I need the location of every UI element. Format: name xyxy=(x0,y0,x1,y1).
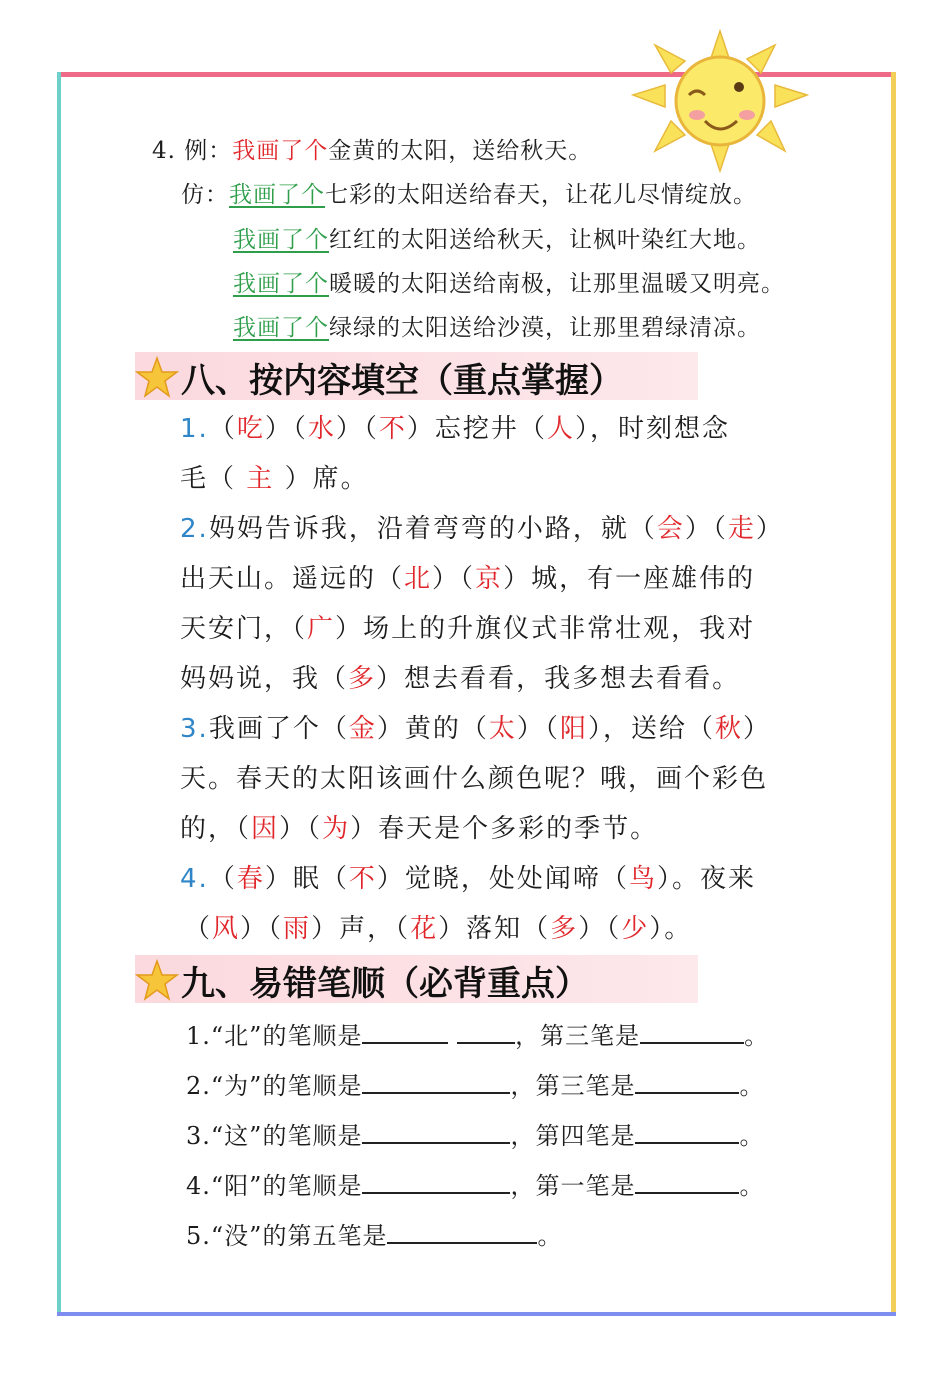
imitation-label: 仿： xyxy=(181,182,229,208)
answer-blank[interactable] xyxy=(640,1020,744,1044)
answer-blank[interactable] xyxy=(457,1020,515,1044)
answer: 走 xyxy=(727,514,756,544)
answer-blank[interactable] xyxy=(362,1170,510,1194)
answer: 秋 xyxy=(715,714,744,744)
section8-title: 八、按内容填空（重点掌握） xyxy=(181,361,623,401)
fill-question-3-cont xyxy=(180,758,768,795)
question-text: 城，有一座雄伟的 xyxy=(531,564,756,594)
question-char: “北” xyxy=(210,1022,263,1050)
imitation-line-3 xyxy=(233,265,785,298)
fill-question-4-cont: （风）（雨）声，（花）落知（多）（少）。 xyxy=(184,914,693,944)
question-text: 春天是个多彩的季节。 xyxy=(378,814,659,844)
answer: 会 xyxy=(656,514,685,544)
example-line xyxy=(152,132,592,165)
question-number: 5. xyxy=(186,1222,211,1250)
imitation-highlight: 我画了个 xyxy=(233,271,329,297)
answer-blank[interactable] xyxy=(387,1220,537,1244)
imitation-text: 暖暖的太阳送给南极，让那里温暖又明亮。 xyxy=(329,271,785,297)
fill-question-2-cont: 出天山。遥远的（北）（京）城，有一座雄伟的 xyxy=(180,564,756,594)
answer: 京 xyxy=(475,564,504,594)
imitation-text: 红红的太阳送给秋天，让枫叶染红大地。 xyxy=(329,227,761,253)
star-icon xyxy=(135,356,179,398)
imitation-line-2 xyxy=(233,221,761,254)
question-number: 3. xyxy=(186,1122,211,1150)
fill-question-1: 1.（吃）（水）（不）忘挖井（人），时刻想念 xyxy=(180,414,730,444)
question-number: 1. xyxy=(186,1022,211,1050)
answer-blank[interactable] xyxy=(635,1170,739,1194)
question-text: 的， xyxy=(180,814,237,844)
answer-blank[interactable] xyxy=(635,1120,739,1144)
fill-question-1-cont xyxy=(180,458,369,495)
answer: 人 xyxy=(546,414,575,444)
question-char: “没” xyxy=(210,1222,263,1250)
stroke-question-3 xyxy=(186,1116,764,1151)
answer: 雨 xyxy=(283,914,312,944)
question-char: “阳” xyxy=(210,1172,263,1200)
fill-question-4: 4.（春）眠（不）觉晓，处处闻啼（鸟）。夜来 xyxy=(180,864,756,894)
answer: 阳 xyxy=(559,714,588,744)
question-text: 妈妈说，我 xyxy=(180,664,321,694)
question-text: 的笔顺是 xyxy=(262,1072,363,1100)
answer-blank[interactable] xyxy=(635,1070,739,1094)
frame-bottom-border xyxy=(57,1312,896,1316)
section8-heading xyxy=(135,352,698,400)
answer: 因 xyxy=(251,814,280,844)
question-number: 2. xyxy=(186,1072,211,1100)
imitation-line-1 xyxy=(181,176,757,209)
answer: 吃 xyxy=(236,414,265,444)
answer: 多 xyxy=(348,664,377,694)
answer: 少 xyxy=(621,914,650,944)
answer: 鸟 xyxy=(628,864,657,894)
answer: 花 xyxy=(410,914,439,944)
answer: 水 xyxy=(307,414,336,444)
question-text: 。 xyxy=(739,1072,765,1100)
question-text: ，送给 xyxy=(602,714,687,744)
answer: 北 xyxy=(404,564,433,594)
question-char: “这” xyxy=(210,1122,263,1150)
question-text: ，第三笔是 xyxy=(515,1022,641,1050)
example-highlight: 我画了个 xyxy=(232,138,329,164)
question-text: 的笔顺是 xyxy=(262,1122,363,1150)
answer: 广 xyxy=(307,614,336,644)
frame-right-border xyxy=(891,72,896,1316)
section9-heading xyxy=(135,955,698,1003)
section9-title: 九、易错笔顺（必背重点） xyxy=(181,964,589,1004)
question-text: 的笔顺是 xyxy=(262,1022,363,1050)
question-text: 。夜来 xyxy=(671,864,756,894)
answer: 为 xyxy=(322,814,351,844)
sun-icon xyxy=(625,25,815,175)
question-text: 落知 xyxy=(466,914,523,944)
answer-blank[interactable] xyxy=(362,1020,448,1044)
question-text: ，第一笔是 xyxy=(510,1172,636,1200)
question-text: 眠 xyxy=(292,864,321,894)
stroke-question-1 xyxy=(186,1016,769,1051)
question-text: 的第五笔是 xyxy=(262,1222,388,1250)
question-text: 声， xyxy=(339,914,396,944)
question-text: 天安门， xyxy=(180,614,293,644)
stroke-question-4 xyxy=(186,1166,764,1201)
answer: 主 xyxy=(246,464,275,494)
question-number: 3. xyxy=(180,714,209,744)
imitation-line-4 xyxy=(233,309,761,342)
imitation-highlight: 我画了个 xyxy=(229,182,325,208)
question-text: ）席。 xyxy=(284,464,369,494)
question-text: 出天山。遥远的 xyxy=(180,564,377,594)
answer: 春 xyxy=(236,864,265,894)
stroke-question-5 xyxy=(186,1216,562,1251)
question-char: “为” xyxy=(210,1072,263,1100)
answer: 金 xyxy=(348,714,377,744)
answer: 太 xyxy=(488,714,517,744)
question-text: 场上的升旗仪式非常壮观，我对 xyxy=(363,614,756,644)
question-text: 。 xyxy=(664,914,693,944)
answer: 不 xyxy=(348,864,377,894)
imitation-text: 绿绿的太阳送给沙漠，让那里碧绿清凉。 xyxy=(329,315,761,341)
question-number: 1. xyxy=(180,414,209,444)
answer: 风 xyxy=(212,914,241,944)
question-text: 我画了个 xyxy=(208,714,321,744)
fill-question-2: 2.妈妈告诉我，沿着弯弯的小路，就（会）（走） xyxy=(180,514,784,544)
imitation-text: 七彩的太阳送给春天，让花儿尽情绽放。 xyxy=(325,182,757,208)
question-text: 天。春天的太阳该画什么颜色呢？哦，画个彩色 xyxy=(180,764,769,794)
question-text: ，第四笔是 xyxy=(510,1122,636,1150)
stroke-question-2 xyxy=(186,1066,764,1101)
question-text: 的笔顺是 xyxy=(262,1172,363,1200)
question-text: 。 xyxy=(537,1222,563,1250)
question-text: 忘挖井 xyxy=(434,414,519,444)
answer-blank[interactable] xyxy=(362,1120,510,1144)
question-text: ，时刻想念 xyxy=(589,414,730,444)
question-text: 毛（ xyxy=(180,464,237,494)
fill-question-3-cont: 的，（因）（为）春天是个多彩的季节。 xyxy=(180,814,659,844)
question-text: 妈妈告诉我，沿着弯弯的小路，就 xyxy=(208,514,629,544)
question-text: 觉晓，处处闻啼 xyxy=(404,864,601,894)
frame-left-border xyxy=(57,72,61,1316)
question-text: 想去看看，我多想去看看。 xyxy=(404,664,741,694)
question-text: 。 xyxy=(744,1022,770,1050)
answer: 多 xyxy=(550,914,579,944)
question-number: 4. xyxy=(186,1172,211,1200)
fill-question-2-cont: 天安门，（广）场上的升旗仪式非常壮观，我对 xyxy=(180,614,756,644)
imitation-highlight: 我画了个 xyxy=(233,315,329,341)
answer-blank[interactable] xyxy=(362,1070,510,1094)
question-text: 黄的 xyxy=(404,714,461,744)
answer: 不 xyxy=(378,414,407,444)
question-text: 。 xyxy=(739,1122,765,1150)
fill-question-2-cont: 妈妈说，我（多）想去看看，我多想去看看。 xyxy=(180,664,741,694)
star-icon xyxy=(135,959,179,1001)
fill-question-3: 3.我画了个（金）黄的（太）（阳），送给（秋） xyxy=(180,714,772,744)
question-number: 2. xyxy=(180,514,209,544)
question-number: 4. xyxy=(180,864,209,894)
imitation-highlight: 我画了个 xyxy=(233,227,329,253)
example-prefix: 4. 例： xyxy=(152,138,233,164)
question-text: ，第三笔是 xyxy=(510,1072,636,1100)
question-text: 。 xyxy=(739,1172,765,1200)
example-rest: 金黄的太阳，送给秋天。 xyxy=(328,138,593,164)
